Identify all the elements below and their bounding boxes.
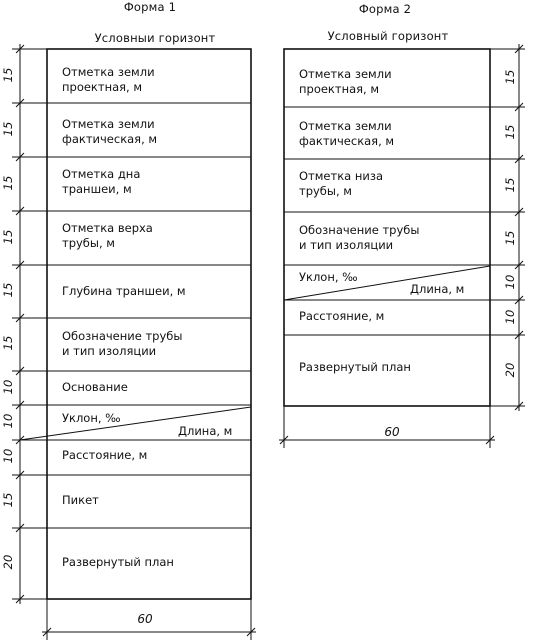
form1-row-label-pipe-designation: Обозначение трубы и тип изоляции <box>62 329 183 358</box>
form2-row-label-length: Длина, м <box>410 282 465 296</box>
form2-dim-5: 10 <box>503 309 517 325</box>
form1-dim-5: 15 <box>1 335 15 351</box>
form1-title: Форма 1 <box>123 0 177 14</box>
form2-row-label-ground-actual: Отметка земли фактическая, м <box>299 119 395 148</box>
form2-row-label-pipe-bottom: Отметка низа трубы, м <box>299 169 384 198</box>
form2-title: Форма 2 <box>358 2 412 16</box>
form1-dim-3: 15 <box>1 229 15 245</box>
form1-dim-1: 15 <box>1 121 15 137</box>
form1-row-label-pipe-top: Отметка верха трубы, м <box>62 221 153 250</box>
form2-row-label-slope: Уклон, ‰ <box>299 270 358 284</box>
form2-width-label: 60 <box>384 425 400 439</box>
form2-dim-0: 15 <box>503 69 517 85</box>
form1-width-label: 60 <box>137 612 153 626</box>
form1-row-label-ground-actual: Отметка земли фактическая, м <box>62 117 158 146</box>
form1-row-label-plan: Развернутый план <box>62 555 174 569</box>
form1-dim-10: 20 <box>1 554 15 570</box>
form1-dim-2: 15 <box>1 175 15 191</box>
form1-horizon-label: Условныи горизонт <box>94 31 216 45</box>
form1-dim-9: 15 <box>1 492 15 508</box>
form1-dim-7: 10 <box>1 413 15 429</box>
form2-row-label-pipe-designation: Обозначение трубы и тип изоляции <box>299 223 420 252</box>
form1-dim-0: 15 <box>1 67 15 83</box>
form2-row-label-plan: Развернутый план <box>299 360 411 374</box>
form1-row-label-base: Основание <box>62 380 128 394</box>
form2-horizon-label: Условный горизонт <box>327 29 449 43</box>
form1-dim-6: 10 <box>1 379 15 395</box>
form1-row-label-trench-bottom: Отметка дна траншеи, м <box>62 167 141 196</box>
form2-row-label-ground-design: Отметка земли проектная, м <box>299 67 392 96</box>
form2-dim-3: 15 <box>503 230 517 246</box>
form1-row-label-slope: Уклон, ‰ <box>62 411 121 425</box>
form1-row-label-picket: Пикет <box>62 493 99 507</box>
form1-row-label-length: Длина, м <box>178 424 233 438</box>
form2-dim-6: 20 <box>503 362 517 378</box>
form2-dim-1: 15 <box>503 124 517 140</box>
form2-dim-2: 15 <box>503 177 517 193</box>
form1-row-label-ground-design: Отметка земли проектная, м <box>62 65 155 94</box>
form2-row-label-distance: Расстояние, м <box>299 309 385 323</box>
form2-dim-4: 10 <box>503 274 517 290</box>
form1-dim-8: 10 <box>1 448 15 464</box>
form1-row-label-trench-depth: Глубина траншеи, м <box>62 284 186 298</box>
form1-dim-4: 15 <box>1 282 15 298</box>
form1-row-label-distance: Расстояние, м <box>62 448 148 462</box>
